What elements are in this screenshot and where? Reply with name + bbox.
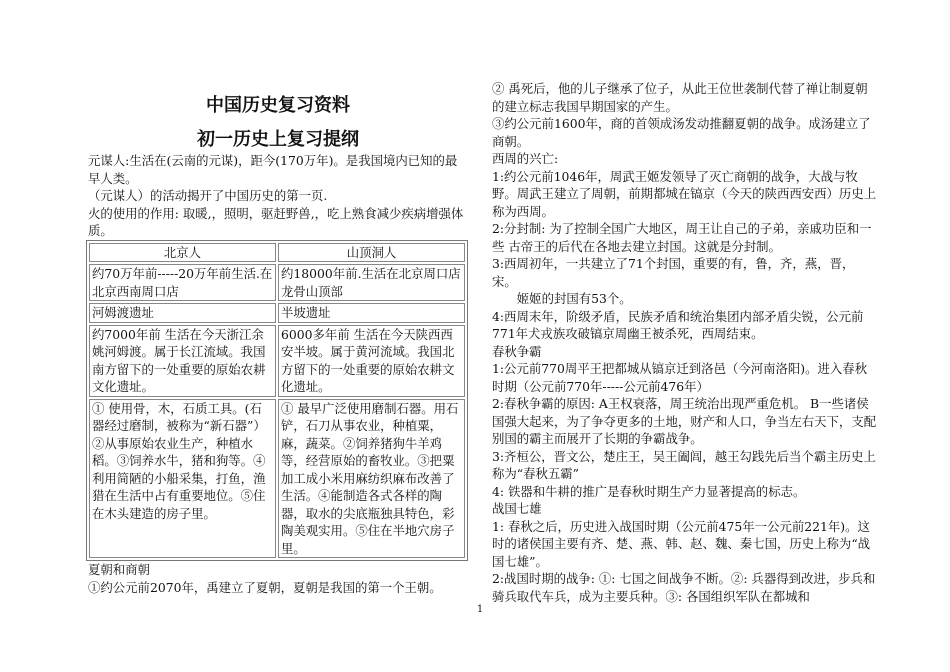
paragraph: 1: 春秋之后，历史进入战国时期（公元前475年一公元前221年)。这时的诸侯国主要有齐、楚、燕、韩、赵、魏、秦七国，历史上称为“战国七雄”。 [492, 518, 871, 569]
paragraph: 4: 铁器和牛耕的推广是春秋时期生产力显著提高的标志。 [492, 483, 806, 499]
section-heading: 春秋争霸 [492, 343, 542, 359]
paragraph: 2:分封制: 为了控制全国广大地区，周王让自己的子弟，亲戚功臣和一些 古帝王的后代在各地去建立封国。这就是分封制。 [492, 221, 872, 254]
paragraph: 元谋人:生活在(云南的元谋)，距今(170万年)。是我国境内已知的最早人类。 [88, 153, 458, 186]
table-cell: 约18000年前.生活在北京周口店龙骨山顶部 [278, 264, 465, 301]
paragraph: 姬姬的封国有53个。 [516, 291, 632, 306]
paragraph: ③约公元前1600年，商的首领成汤发动推翻夏朝的战争。成汤建立了商朝。 [492, 116, 871, 149]
table-cell: ① 使用骨，木，石质工具。(石器经过磨制，被称为“新石器”）②从事原始农业生产，种植水稻。③饲养水牛，猪和狗等。④利用简陋的小船采集，打鱼，渔猎在生活中占有重要地位。⑤住在木头建造的房子里。 [89, 399, 276, 559]
paragraph: 2:春秋争霸的原因: A王权衰落，周王统治出现严重危机。 B一些诸侯国强大起来，为了争夺更多的土地，财产和人口，争当左右天下，支配别国的霸主而展开了长期的争霸战争。 [492, 396, 877, 446]
table-cell: 半坡遗址 [278, 303, 465, 323]
comparison-table [86, 240, 468, 562]
table-cell: 约70万年前-----20万年前生活.在北京西南周口店 [89, 264, 276, 301]
table-row [89, 264, 465, 301]
paragraph: 2:战国时期的战争: ①: 七国之间战争不断。②: 兵器得到改进，步兵和骑兵取代车兵，成为主要兵种。③: 各国组织军队在都城和 [492, 571, 876, 604]
paragraph: ② 禹死后，他的儿子继承了位子，从此王位世袭制代替了禅让制夏朝的建立标志我国早期国家的产生。 [492, 81, 868, 114]
table-cell: 约7000年前 生活在今天浙江余姚河姆渡。属于长江流域。我国南方留下的一处重要的原始农耕文化遗址。 [89, 325, 276, 397]
left-content [88, 152, 468, 596]
paragraph: ①约公元前2070年，禹建立了夏朝，夏朝是我国的第一个王朝。 [88, 579, 442, 595]
table-cell: ① 最早广泛使用磨制石器。用石铲，石刀从事农业，种植粟，麻，蔬菜。②饲养猪狗牛羊鸡等，经营原始的畜牧业。③把粟加工成小米用麻纺织麻布改善了生活。④能制造各式各样的陶器，取水的尖底瓶独具特色，彩陶美观实用。⑤住在半地穴房子里。 [278, 399, 465, 559]
section-heading: 夏朝和商朝 [88, 562, 150, 577]
table-row [89, 325, 465, 397]
table-row [89, 399, 465, 559]
page-number: 1 [476, 604, 484, 615]
right-content [492, 80, 877, 605]
section-heading: 西周的兴亡: [492, 151, 559, 166]
table-row [89, 243, 465, 263]
paragraph: 1:约公元前1046年，周武王姬发领导了灭亡商朝的战争，大战与牧野。周武王建立了周朝，前期都城在镐京（今天的陕西西安西）历史上称为西周。 [492, 168, 877, 219]
table-cell: 河姆渡遗址 [89, 303, 276, 323]
paragraph: 3:齐桓公，晋文公，楚庄王，吴王阖闾，越王勾践先后当个霸主历史上称为“春秋五霸” [492, 448, 876, 481]
document-title: 中国历史复习资料 [206, 95, 350, 116]
paragraph: 3:西周初年，一共建立了71个封国，重要的有，鲁，齐，燕，晋，宋。 [492, 256, 855, 289]
paragraph: 1:公元前770周平王把都城从镐京迁到洛邑（今河南洛阳)。进入春秋时期（公元前770年-----公元前476年） [492, 361, 868, 394]
table-cell: 6000多年前 生活在今天陕西西安半坡。属于黄河流域。我国北方留下的一处重要的原始农耕文化遗址。 [278, 325, 465, 397]
paragraph: 火的使用的作用: 取暖,，照明，驱赶野兽,，吃上熟食减少疾病增强体质。 [88, 205, 464, 238]
paragraph: 4:西周末年，阶级矛盾，民族矛盾和统治集团内部矛盾尖锐，公元前771年犬戎族攻破镐京周幽王被杀死，西周结束。 [492, 308, 864, 341]
table-cell: 北京人 [89, 243, 276, 263]
paragraph: （元谋人）的活动揭开了中国历史的第一页. [88, 188, 328, 203]
table-row [89, 303, 465, 323]
document-subtitle: 初一历史上复习提纲 [197, 129, 359, 150]
table-cell: 山顶洞人 [278, 243, 465, 263]
section-heading: 战国七雄 [492, 501, 542, 516]
